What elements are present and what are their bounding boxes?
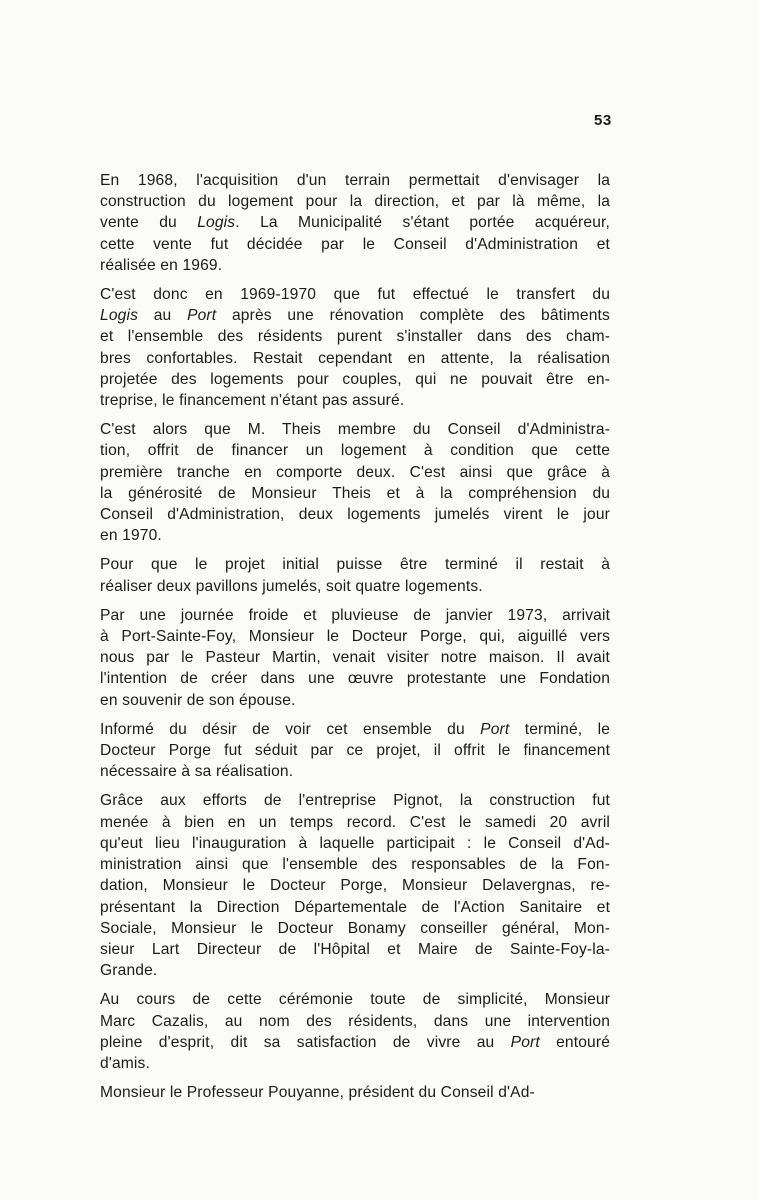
- text-line: Logis au Port après une rénovation complète des bâtiments: [100, 307, 610, 325]
- paragraph: [100, 419, 610, 546]
- text-line: première tranche en comporte deux. C'est ainsi que grâce à: [100, 463, 611, 481]
- text-line: menée à bien en un temps record. C'est le samedi 20 avril: [100, 813, 611, 831]
- page-number: 53: [594, 112, 612, 129]
- text-line: treprise, le financement n'étant pas assuré.: [100, 392, 405, 410]
- text-line: nous par le Pasteur Martin, venait visiter notre maison. Il avait: [100, 649, 611, 667]
- text-line: nécessaire à sa réalisation.: [100, 763, 294, 781]
- text-line: Monsieur le Professeur Pouyanne, président du Conseil d'Ad-: [100, 1084, 535, 1102]
- text-line: Docteur Porge fut séduit par ce projet, il offrit le financement: [100, 742, 611, 760]
- text-line: cette vente fut décidée par le Conseil d'Administration et: [100, 235, 610, 253]
- text-line: bres confortables. Restait cependant en attente, la réalisation: [100, 349, 611, 367]
- paragraph: [100, 1082, 610, 1103]
- text-line: projetée des logements pour couples, qui ne pouvait être en-: [100, 370, 611, 388]
- text-line: Au cours de cette cérémonie toute de simplicité, Monsieur: [100, 991, 611, 1009]
- text-line: réalisée en 1969.: [100, 256, 223, 274]
- text-line: la générosité de Monsieur Theis et à la compréhension du: [100, 484, 611, 502]
- text-line: ministration ainsi que l'ensemble des responsables de la Fon-: [100, 856, 611, 874]
- text-line: Conseil d'Administration, deux logements jumelés virent le jour: [100, 506, 610, 524]
- text-line: vente du Logis. La Municipalité s'étant portée acquéreur,: [100, 214, 611, 232]
- text-line: sieur Lart Directeur de l'Hôpital et Maire de Sainte-Foy-la-: [100, 940, 611, 958]
- text-line: tion, offrit de financer un logement à condition que cette: [100, 442, 611, 460]
- text-line: C'est donc en 1969-1970 que fut effectué le transfert du: [100, 286, 611, 304]
- text-line: et l'ensemble des résidents purent s'installer dans des cham-: [100, 328, 611, 346]
- text-line: Grâce aux efforts de l'entreprise Pignot, la construction fut: [100, 792, 611, 810]
- text-line: C'est alors que M. Theis membre du Conseil d'Administra-: [100, 421, 611, 439]
- paragraph: [100, 790, 610, 981]
- paragraph: [100, 170, 610, 276]
- paragraph: [100, 605, 610, 711]
- text-line: Par une journée froide et pluvieuse de janvier 1973, arrivait: [100, 606, 611, 624]
- text-line: dation, Monsieur le Docteur Porge, Monsieur Delavergnas, re-: [100, 877, 611, 895]
- paragraph: [100, 284, 610, 411]
- paragraph: [100, 554, 610, 596]
- text-line: en souvenir de son épouse.: [100, 691, 296, 709]
- text-line: En 1968, l'acquisition d'un terrain permettait d'envisager la: [100, 172, 611, 189]
- text-line: à Port-Sainte-Foy, Monsieur le Docteur Porge, qui, aiguillé vers: [100, 628, 611, 646]
- text-line: Marc Cazalis, au nom des résidents, dans une intervention: [100, 1012, 611, 1030]
- text-line: réaliser deux pavillons jumelés, soit quatre logements.: [100, 577, 483, 595]
- text-line: Informé du désir de voir cet ensemble du Port terminé, le: [100, 720, 611, 738]
- paragraph: [100, 719, 610, 783]
- text-line: en 1970.: [100, 527, 162, 545]
- text-line: construction du logement pour la direction, et par là même, la: [100, 193, 611, 211]
- text-line: Sociale, Monsieur le Docteur Bonamy conseiller général, Mon-: [100, 919, 611, 937]
- text-line: pleine d'esprit, dit sa satisfaction de vivre au Port entouré: [100, 1033, 611, 1051]
- text-line: d'amis.: [100, 1054, 150, 1072]
- text-line: présentant la Direction Départementale de l'Action Sanitaire et: [100, 898, 611, 916]
- paragraph: [100, 989, 610, 1074]
- text-line: qu'eut lieu l'inauguration à laquelle participait : le Conseil d'Ad-: [100, 834, 610, 852]
- body-text: [100, 170, 610, 1111]
- text-line: Pour que le projet initial puisse être terminé il restait à: [100, 556, 611, 574]
- text-line: Grande.: [100, 962, 158, 980]
- text-line: l'intention de créer dans une œuvre protestante une Fondation: [100, 670, 611, 688]
